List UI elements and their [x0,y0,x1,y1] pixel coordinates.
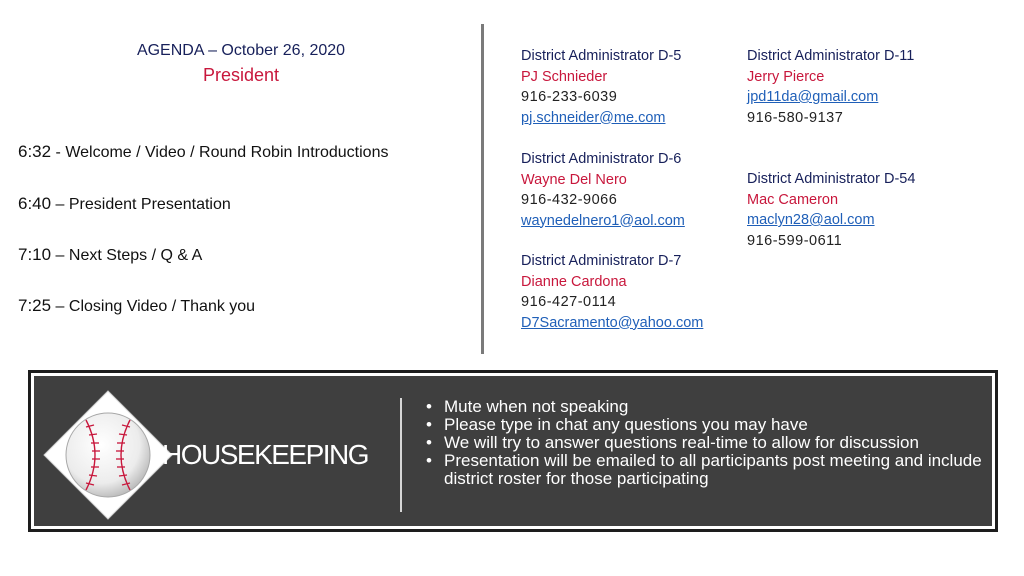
district-admin-name: Jerry Pierce [747,68,825,85]
district-phone: 916-580-9137 [747,109,844,126]
district-card-d54 [747,169,915,251]
district-email-link[interactable]: pj.schneider@me.com [521,109,666,126]
district-email-link[interactable]: jpd11da@gmail.com [747,89,879,105]
agenda-item [18,296,255,316]
housekeeping-inner [34,376,992,526]
agenda-item [18,194,231,214]
housekeeping-bullet: • Mute when not speaking [424,398,984,416]
district-label: District Administrator D-7 [521,253,682,269]
housekeeping-bullet: • We will try to answer questions real-time to allow for discussion [424,434,984,452]
agenda-header [100,40,382,88]
agenda-title: AGENDA – October 26, 2020 [136,42,346,59]
district-card-d11 [747,46,914,128]
agenda-time: 6:32 [18,142,52,161]
district-label: District Administrator D-5 [521,48,682,64]
agenda-time: 7:25 [18,296,52,315]
housekeeping-bullet: • Presentation will be emailed to all participants post meeting and include district roster for those participating [424,452,984,488]
agenda-text: – Closing Video / Thank you [51,298,256,315]
district-label: District Administrator D-11 [747,48,915,64]
district-admin-name: Mac Cameron [747,191,839,208]
agenda-time: 7:10 [18,245,52,264]
housekeeping-title: HOUSEKEEPING [162,439,369,470]
district-admin-name: Wayne Del Nero [521,171,627,188]
district-phone: 916-432-9066 [521,192,618,208]
district-card-d6 [521,149,685,231]
column-divider [481,24,484,354]
district-card-d7 [521,251,703,333]
agenda-item [18,245,202,265]
district-phone: 916-427-0114 [521,294,617,310]
agenda-subtitle: President [202,65,280,85]
agenda-text: - Welcome / Video / Round Robin Introductions [51,144,389,161]
district-phone: 916-599-0611 [747,232,843,249]
district-label: District Administrator D-54 [747,171,916,187]
housekeeping-divider [400,398,402,512]
district-email-link[interactable]: waynedelnero1@aol.com [521,212,685,229]
district-admin-name: PJ Schnieder [521,68,608,85]
agenda-text: – President Presentation [51,196,231,213]
district-admin-name: Dianne Cardona [521,273,627,290]
district-label: District Administrator D-6 [521,151,682,167]
district-phone: 916-233-6039 [521,89,618,105]
housekeeping-panel [28,370,998,532]
housekeeping-bullet: • Please type in chat any questions you may have [424,416,984,434]
district-email-link[interactable]: maclyn28@aol.com [747,212,875,228]
district-card-d5 [521,46,681,128]
baseball-diamond-icon [42,389,174,521]
district-email-link[interactable]: D7Sacramento@yahoo.com [521,314,704,331]
housekeeping-list [424,398,984,488]
agenda-item [18,142,388,162]
agenda-time: 6:40 [18,194,52,213]
agenda-text: – Next Steps / Q & A [51,247,203,264]
